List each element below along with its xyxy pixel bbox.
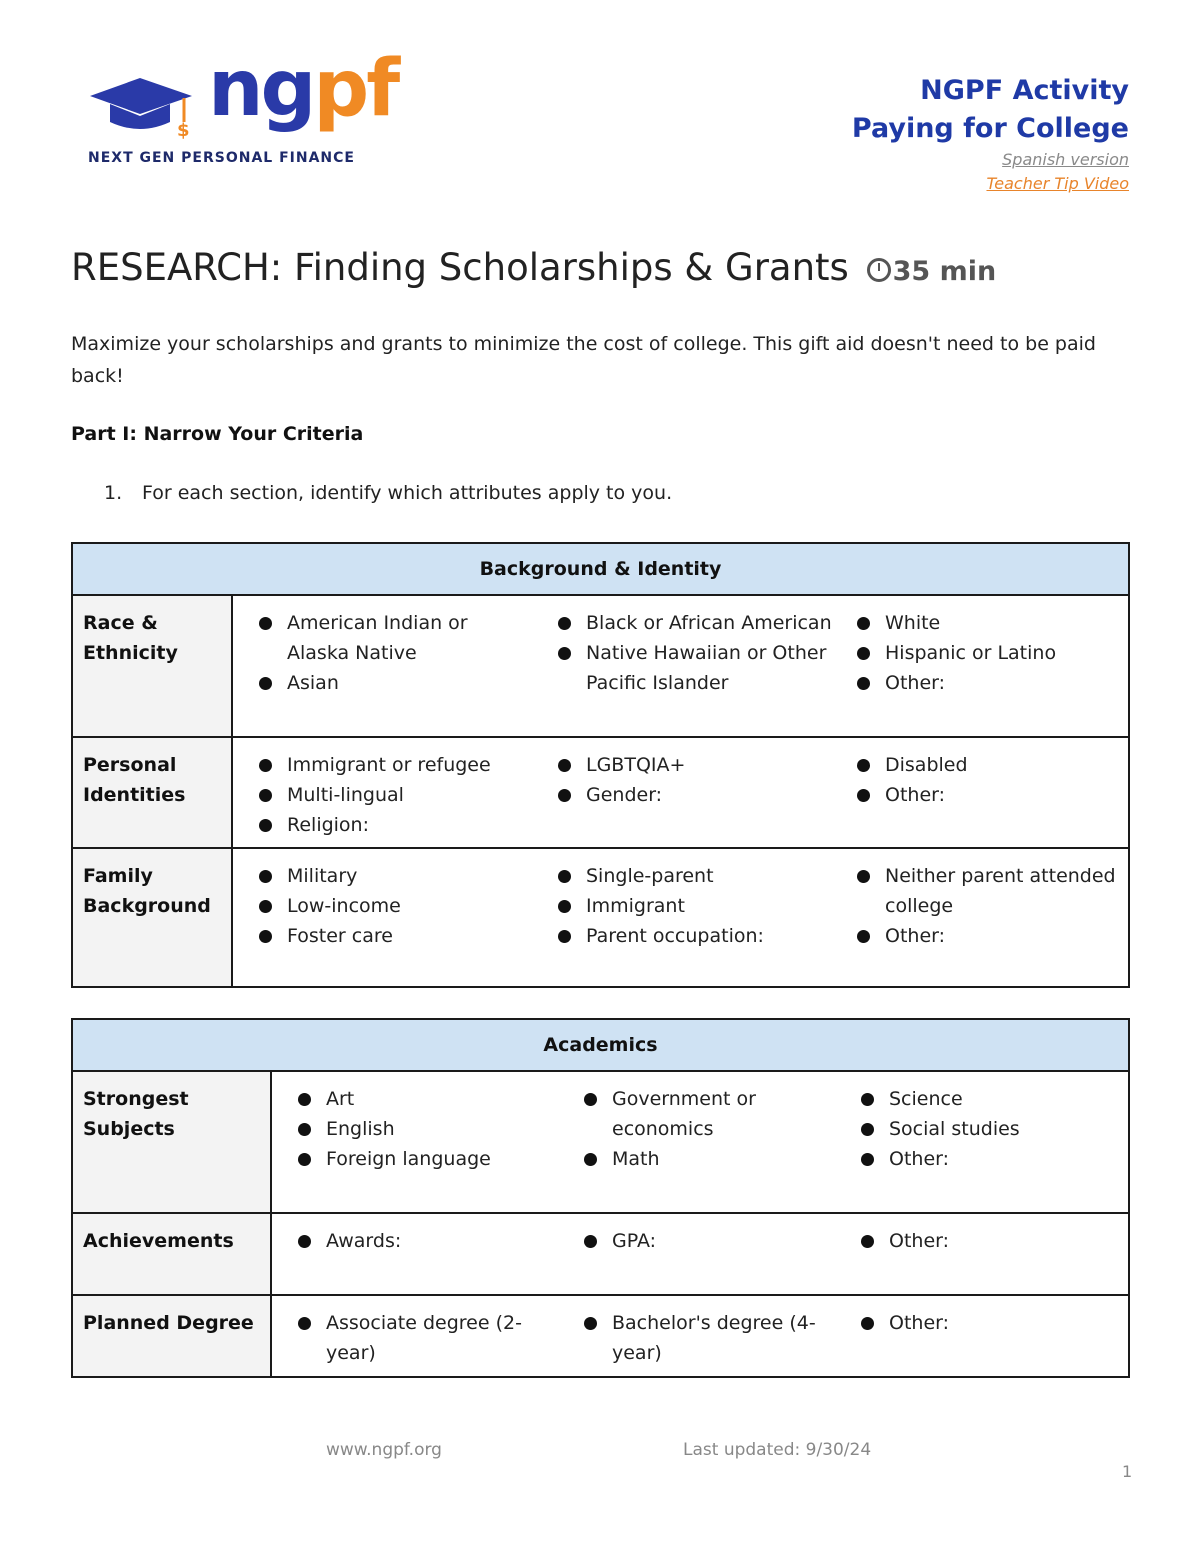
svg-text:$: $ (177, 120, 190, 141)
stopwatch-icon (867, 258, 891, 282)
duration-text: 35 min (892, 256, 997, 287)
option-item[interactable]: Native Hawaiian or Other Pacific Islander (546, 638, 845, 698)
row-label: Strongest Subjects (72, 1071, 271, 1213)
activity-header (852, 72, 1129, 196)
option-item[interactable]: Awards: (286, 1226, 572, 1256)
table-row (72, 1295, 1129, 1377)
row-options (232, 595, 1129, 737)
option-item[interactable]: Gender: (546, 780, 845, 810)
ngpf-logo (88, 44, 398, 172)
teacher-tip-video-link[interactable]: Teacher Tip Video (986, 174, 1129, 193)
option-item[interactable]: Asian (247, 668, 546, 698)
activity-label: NGPF Activity (920, 75, 1129, 106)
option-item[interactable]: Other: (849, 1226, 1128, 1256)
option-item[interactable]: Art (286, 1084, 572, 1114)
option-item[interactable]: Foster care (247, 921, 546, 951)
option-item[interactable]: Immigrant (546, 891, 845, 921)
option-item[interactable]: LGBTQIA+ (546, 750, 845, 780)
row-options (271, 1213, 1129, 1295)
background-identity-table (71, 542, 1130, 988)
row-options (271, 1295, 1129, 1377)
spanish-version-link[interactable]: Spanish version (1002, 150, 1129, 169)
option-item[interactable]: Math (572, 1144, 849, 1174)
academics-table (71, 1018, 1130, 1378)
logo-wordmark: ngpf (208, 44, 398, 134)
footer-url[interactable]: www.ngpf.org (326, 1440, 442, 1460)
option-item[interactable]: Other: (849, 1308, 1128, 1338)
table-header: Background & Identity (72, 543, 1129, 595)
option-item[interactable]: Religion: (247, 810, 546, 840)
graduation-cap-icon (88, 70, 198, 150)
page-title (71, 246, 996, 289)
option-item[interactable]: American Indian or Alaska Native (247, 608, 546, 668)
option-item[interactable]: Disabled (845, 750, 1128, 780)
option-item[interactable]: Immigrant or refugee (247, 750, 546, 780)
option-item[interactable]: Hispanic or Latino (845, 638, 1128, 668)
row-options (232, 848, 1129, 987)
row-label: Race & Ethnicity (72, 595, 232, 737)
table-row (72, 1213, 1129, 1295)
row-label: Planned Degree (72, 1295, 271, 1377)
row-label: Personal Identities (72, 737, 232, 848)
option-item[interactable]: English (286, 1114, 572, 1144)
last-updated: Last updated: 9/30/24 (683, 1440, 872, 1460)
duration (867, 256, 997, 287)
table-row (72, 595, 1129, 737)
row-options (271, 1071, 1129, 1213)
option-item[interactable]: Low-income (247, 891, 546, 921)
table-header: Academics (72, 1019, 1129, 1071)
logo-tagline: NEXT GEN PERSONAL FINANCE (88, 150, 355, 166)
option-item[interactable]: GPA: (572, 1226, 849, 1256)
row-label: Achievements (72, 1213, 271, 1295)
option-item[interactable]: Parent occupation: (546, 921, 845, 951)
option-item[interactable]: Neither parent attended college (845, 861, 1128, 921)
table-row (72, 1071, 1129, 1213)
part-heading: Part I: Narrow Your Criteria (71, 423, 364, 445)
instruction-item (104, 482, 672, 504)
option-item[interactable]: Other: (845, 780, 1128, 810)
table-row (72, 737, 1129, 848)
row-options (232, 737, 1129, 848)
option-item[interactable]: Science (849, 1084, 1128, 1114)
option-item[interactable]: Other: (845, 921, 1128, 951)
option-item[interactable]: Social studies (849, 1114, 1128, 1144)
option-item[interactable]: Bachelor's degree (4-year) (572, 1308, 849, 1368)
page-title-text: RESEARCH: Finding Scholarships & Grants (71, 246, 849, 289)
option-item[interactable]: White (845, 608, 1128, 638)
option-item[interactable]: Black or African American (546, 608, 845, 638)
unit-title: Paying for College (851, 113, 1129, 144)
option-item[interactable]: Other: (845, 668, 1128, 698)
instruction-number: 1. (104, 482, 123, 504)
page-number: 1 (1122, 1462, 1133, 1481)
option-item[interactable]: Foreign language (286, 1144, 572, 1174)
option-item[interactable]: Military (247, 861, 546, 891)
option-item[interactable]: Other: (849, 1144, 1128, 1174)
instruction-text: For each section, identify which attributes apply to you. (142, 482, 673, 504)
row-label: Family Background (72, 848, 232, 987)
table-row (72, 848, 1129, 987)
option-item[interactable]: Associate degree (2-year) (286, 1308, 572, 1368)
option-item[interactable]: Single-parent (546, 861, 845, 891)
option-item[interactable]: Government or economics (572, 1084, 849, 1144)
intro-paragraph: Maximize your scholarships and grants to minimize the cost of college. This gift aid doesn't need to be paid back! (71, 333, 1096, 387)
option-item[interactable]: Multi-lingual (247, 780, 546, 810)
